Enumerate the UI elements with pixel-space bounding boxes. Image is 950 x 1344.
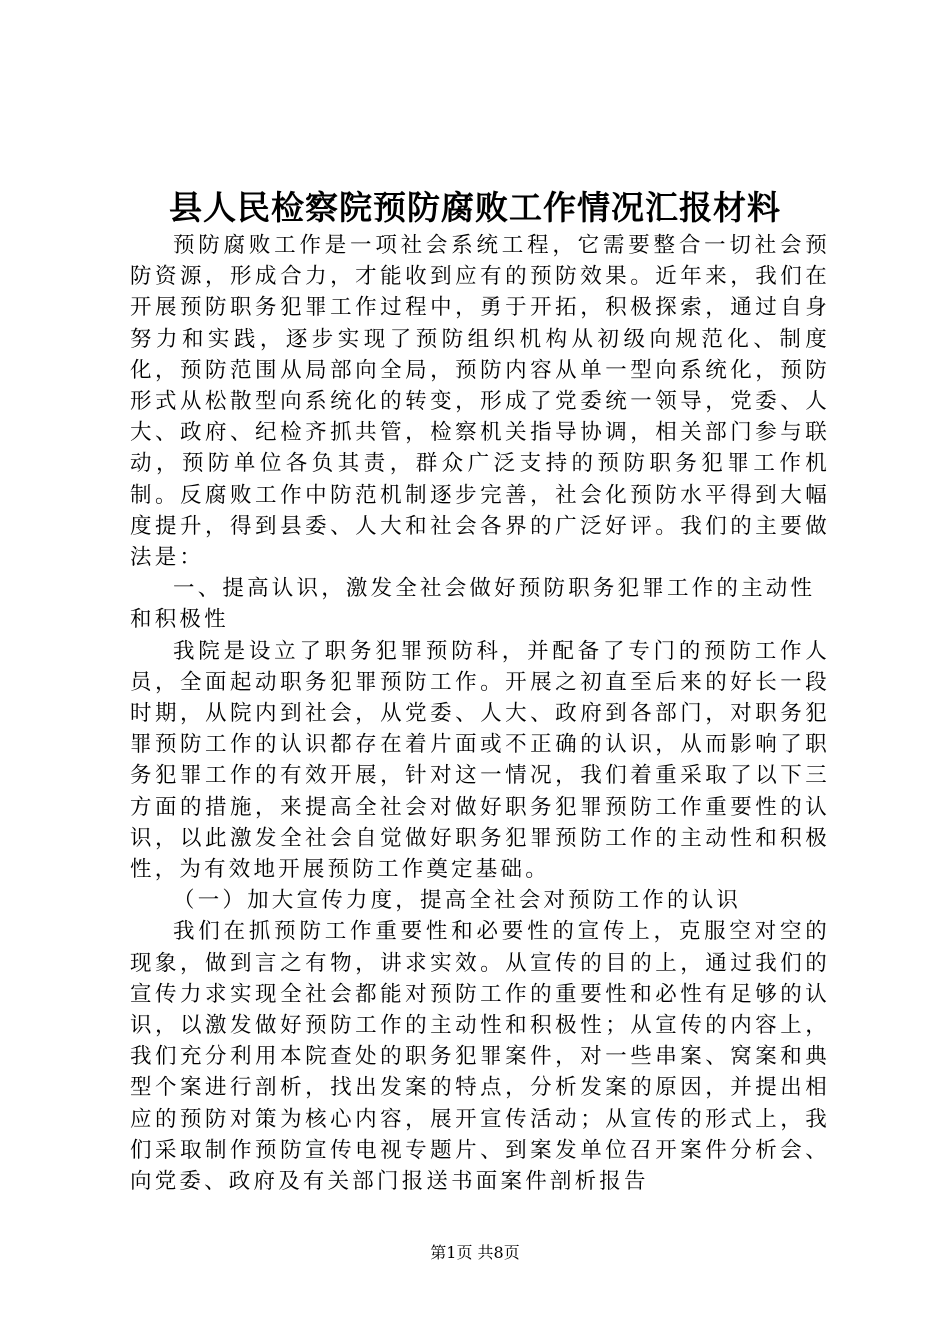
document-title: 县人民检察院预防腐败工作情况汇报材料 [169, 188, 781, 227]
document-body [130, 230, 830, 1197]
section-heading-1: 一、提高认识，激发全社会做好预防职务犯罪工作的主动性和积极性 [130, 576, 816, 633]
subsection-heading-1: （一）加大宣传力度，提高全社会对预防工作的认识 [173, 888, 742, 914]
body-paragraph-2: 我院是设立了职务犯罪预防科，并配备了专门的预防工作人员，全面起动职务犯罪预防工作。开展之初直至后来的好长一段时期，从院内到社会，从党委、人大、政府到各部门，对职务犯罪预防工作的认识都存在着片面或不正确的认识，从而影响了职务犯罪工作的有效开展，针对这一情况，我们着重采取了以下三方面的措施，来提高全社会对做好职务犯罪预防工作重要性的认识，以此激发全社会自觉做好职务犯罪预防工作的主动性和积极性，为有效地开展预防工作奠定基础。 [130, 638, 830, 883]
body-paragraph-3: 我们在抓预防工作重要性和必要性的宣传上，克服空对空的现象，做到言之有物，讲求实效。从宣传的目的上，通过我们的宣传力求实现全社会都能对预防工作的重要性和必性有足够的认识，以激发做好预防工作的主动性和积极性；从宣传的内容上，我们充分利用本院查处的职务犯罪案件，对一些串案、窝案和典型个案进行剖析，找出发案的特点，分析发案的原因，并提出相应的预防对策为核心内容，展开宣传活动；从宣传的形式上，我们采取制作预防宣传电视专题片、到案发单位召开案件分析会、向党委、政府及有关部门报送书面案件剖析报告 [130, 919, 830, 1195]
intro-paragraph: 预防腐败工作是一项社会系统工程，它需要整合一切社会预防资源，形成合力，才能收到应有的预防效果。近年来，我们在开展预防职务犯罪工作过程中，勇于开拓，积极探索，通过自身努力和实践，逐步实现了预防组织机构从初级向规范化、制度化，预防范围从局部向全局，预防内容从单一型向系统化，预防形式从松散型向系统化的转变，形成了党委统一领导，党委、人大、政府、纪检齐抓共管，检察机关指导协调，相关部门参与联动，预防单位各负其责，群众广泛支持的预防职务犯罪工作机制。反腐败工作中防范机制逐步完善，社会化预防水平得到大幅度提升，得到县委、人大和社会各界的广泛好评。我们的主要做法是： [130, 233, 830, 571]
page-footer: 第1页 共8页 [430, 1243, 520, 1262]
